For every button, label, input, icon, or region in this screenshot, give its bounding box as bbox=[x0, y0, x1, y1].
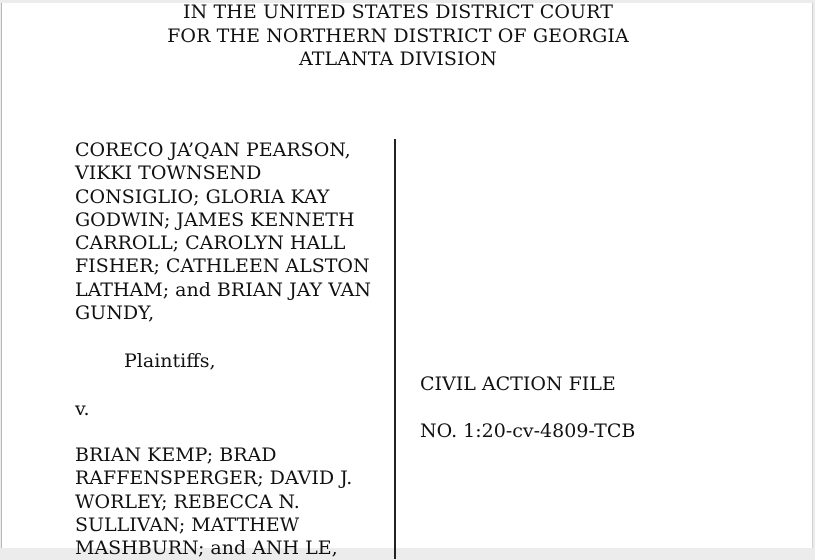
court-name-line: IN THE UNITED STATES DISTRICT COURT bbox=[183, 1, 613, 23]
plaintiffs-line: CORECO JA’QAN PEARSON, bbox=[75, 139, 351, 161]
plaintiffs-line: FISHER; CATHLEEN ALSTON bbox=[75, 255, 370, 278]
plaintiffs-line: GUNDY, bbox=[75, 302, 155, 325]
division-line: ATLANTA DIVISION bbox=[298, 48, 497, 70]
plaintiffs-block bbox=[75, 139, 395, 325]
defendants-line: MASHBURN; and ANH LE, bbox=[75, 537, 338, 560]
defendants-line: WORLEY; REBECCA N. bbox=[75, 490, 300, 513]
plaintiffs-label: Plaintiffs, bbox=[124, 350, 216, 372]
plaintiffs-line: VIKKI TOWNSEND bbox=[75, 162, 262, 185]
plaintiffs-line: LATHAM; and BRIAN JAY VAN bbox=[75, 278, 372, 301]
civil-action-label: CIVIL ACTION FILE bbox=[420, 373, 616, 395]
plaintiffs-line: CONSIGLIO; GLORIA KAY bbox=[75, 185, 330, 208]
court-header bbox=[2, 1, 794, 72]
defendants-line: BRIAN KEMP; BRAD bbox=[75, 444, 277, 466]
caption-divider bbox=[394, 139, 396, 559]
document-page bbox=[1, 1, 813, 560]
case-number: NO. 1:20-cv-4809-TCB bbox=[420, 420, 636, 442]
plaintiffs-line: CARROLL; CAROLYN HALL bbox=[75, 232, 346, 255]
versus-label: v. bbox=[75, 398, 90, 420]
plaintiffs-line: GODWIN; JAMES KENNETH bbox=[75, 208, 355, 231]
defendants-line: RAFFENSPERGER; DAVID J. bbox=[75, 467, 353, 490]
defendants-line: SULLIVAN; MATTHEW bbox=[75, 513, 300, 536]
defendants-block bbox=[75, 444, 395, 560]
district-line: FOR THE NORTHERN DISTRICT OF GEORGIA bbox=[167, 24, 629, 47]
